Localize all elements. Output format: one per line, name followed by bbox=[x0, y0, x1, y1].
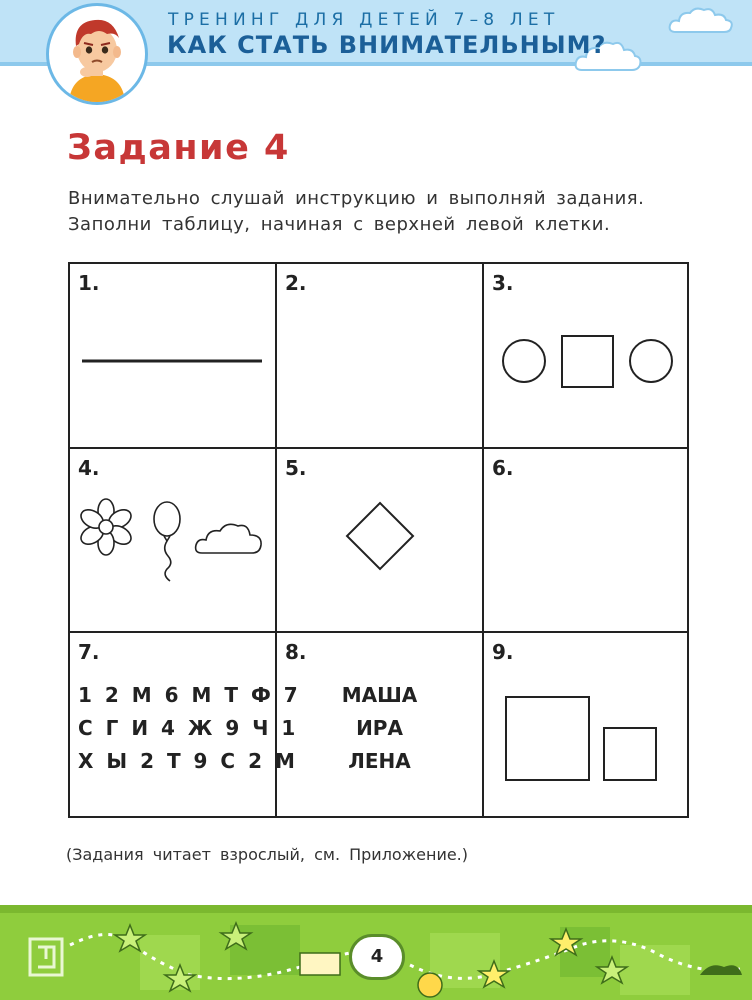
task-grid bbox=[68, 262, 689, 818]
balloon-icon bbox=[154, 502, 180, 581]
name-item: ЛЕНА bbox=[348, 749, 411, 773]
square-shape bbox=[562, 336, 613, 387]
cell-number: 2. bbox=[285, 271, 307, 295]
grid-cell-5 bbox=[277, 449, 484, 633]
cloud-icon bbox=[196, 524, 261, 553]
cake-icon bbox=[300, 953, 340, 975]
grid-cell-6 bbox=[484, 449, 687, 633]
flower-balloon-cloud-shapes bbox=[70, 449, 275, 631]
cell-number: 5. bbox=[285, 456, 307, 480]
small-square-shape bbox=[604, 728, 656, 780]
instruction-line-1: Внимательно слушай инструкцию и выполняй задания. bbox=[68, 188, 645, 209]
circle-shape bbox=[630, 340, 672, 382]
diamond-shape bbox=[277, 449, 482, 631]
name-item: ИРА bbox=[356, 716, 403, 740]
line-shape bbox=[70, 264, 275, 447]
grid-cell-1 bbox=[70, 264, 277, 449]
name-item: МАША bbox=[341, 683, 418, 707]
grid-cell-8 bbox=[277, 633, 484, 816]
letter-rows bbox=[78, 679, 301, 778]
instruction-line-2: Заполни таблицу, начиная с верхней левой клетки. bbox=[68, 214, 611, 235]
flower-icon bbox=[78, 499, 134, 555]
page-number-badge bbox=[349, 934, 405, 980]
header-subtitle: ТРЕНИНГ ДЛЯ ДЕТЕЙ 7–8 ЛЕТ bbox=[168, 10, 560, 30]
header-title: КАК СТАТЬ ВНИМАТЕЛЬНЫМ? bbox=[167, 31, 607, 59]
cell-number: 1. bbox=[78, 271, 100, 295]
task-title: Задание 4 bbox=[67, 128, 290, 168]
circle-square-circle-shapes bbox=[484, 264, 689, 447]
letter-row: 1 2 М 6 М Т Ф 7 bbox=[78, 683, 301, 707]
cell-number: 7. bbox=[78, 640, 100, 664]
cell-number: 9. bbox=[492, 640, 514, 664]
grid-cell-2 bbox=[277, 264, 484, 449]
page-number: 4 bbox=[370, 946, 384, 967]
cell-number: 3. bbox=[492, 271, 514, 295]
grid-cell-4 bbox=[70, 449, 277, 633]
letter-row: Х Ы 2 Т 9 С 2 М bbox=[78, 749, 298, 773]
pacman-icon bbox=[418, 973, 442, 997]
big-square-shape bbox=[506, 697, 589, 780]
grid-cell-9 bbox=[484, 633, 687, 816]
letter-row: С Г И 4 Ж 9 Ч 1 bbox=[78, 716, 299, 740]
grid-cell-7 bbox=[70, 633, 301, 816]
avatar bbox=[46, 3, 148, 105]
name-list bbox=[277, 679, 482, 778]
cloud-icon bbox=[668, 6, 734, 36]
cell-number: 4. bbox=[78, 456, 100, 480]
cell-number: 8. bbox=[285, 640, 307, 664]
cell-number: 6. bbox=[492, 456, 514, 480]
boy-illustration bbox=[49, 6, 145, 102]
two-squares-shapes bbox=[484, 633, 689, 815]
grid-cell-3 bbox=[484, 264, 687, 449]
footnote: (Задания читает взрослый, см. Приложение.) bbox=[66, 845, 469, 864]
circle-shape bbox=[503, 340, 545, 382]
maze-icon bbox=[30, 939, 62, 975]
